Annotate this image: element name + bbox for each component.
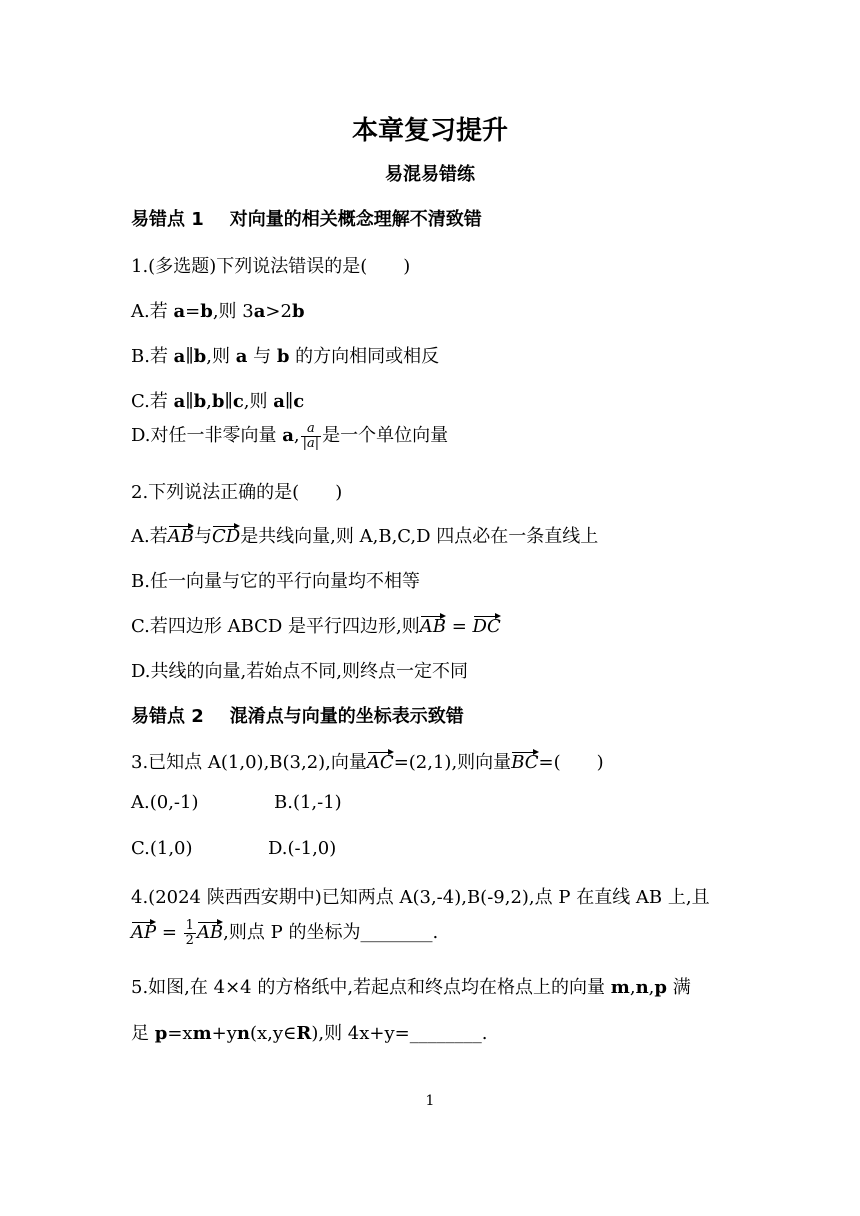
- vector-bc: BC: [511, 752, 539, 773]
- page-number: 1: [425, 1093, 435, 1109]
- section-heading-1: 易错点 1 对向量的相关概念理解不清致错: [131, 209, 482, 230]
- question-2-option-c: C.若四边形 ABCD 是平行四边形,则AB = DC: [131, 616, 501, 637]
- fraction-a-over-norm-a: $\frac{a}{|a|}$: [302, 420, 320, 451]
- fraction-one-half: $\frac{1}{2}$: [185, 917, 194, 948]
- section-heading-2: 易错点 2 混淆点与向量的坐标表示致错: [131, 706, 464, 727]
- question-1-option-d: D.对任一非零向量 a, $\frac{a}{|a|}$ 是一个单位向量: [131, 420, 449, 451]
- vector-ab: AB: [167, 526, 194, 547]
- question-3-option-b: B.(1,-1): [274, 792, 342, 813]
- question-1-option-b: B.若 a∥b,则 a 与 b 的方向相同或相反: [131, 346, 440, 367]
- question-3-option-d: D.(-1,0): [268, 838, 337, 859]
- question-5-line-1: 5.如图,在 4×4 的方格纸中,若起点和终点均在格点上的向量 m,n,p 满: [131, 977, 691, 998]
- question-1-option-c: C.若 a∥b,b∥c,则 a∥c: [131, 391, 305, 412]
- question-4-line-1: 4.(2024 陕西西安期中)已知两点 A(3,-4),B(-9,2),点 P 在直线 AB 上,且: [131, 887, 710, 908]
- vector-ac: AC: [366, 752, 394, 773]
- vector-cd: CD: [211, 526, 241, 547]
- question-4-line-2: AP = $\frac{1}{2}$ AB,则点 P 的坐标为________.: [131, 917, 439, 948]
- question-2-option-a: A.若AB与CD是共线向量,则 A,B,C,D 四点必在一条直线上: [131, 526, 599, 547]
- question-2-option-b: B.任一向量与它的平行向量均不相等: [131, 571, 420, 592]
- page-title: 本章复习提升: [351, 116, 508, 146]
- vector-ab: AB: [419, 616, 447, 637]
- question-1-option-a: A.若 a=b,则 3a>2b: [131, 301, 305, 322]
- question-5-line-2: 足 p=xm+yn(x,y∈R),则 4x+y=________.: [131, 1023, 488, 1044]
- question-3-option-a: A.(0,-1): [131, 792, 199, 813]
- question-3-stem: 3.已知点 A(1,0),B(3,2),向量AC=(2,1),则向量BC=( ): [131, 752, 604, 773]
- question-2-option-d: D.共线的向量,若始点不同,则终点一定不同: [131, 661, 468, 682]
- vector-ap: AP: [131, 922, 157, 943]
- vector-ab: AB: [196, 922, 224, 943]
- vector-dc: DC: [472, 616, 501, 637]
- question-2-stem: 2.下列说法正确的是( ): [131, 482, 343, 503]
- question-1-stem: 1.(多选题)下列说法错误的是( ): [131, 256, 411, 277]
- page-subtitle: 易混易错练: [385, 164, 475, 185]
- question-3-option-c: C.(1,0): [131, 838, 193, 859]
